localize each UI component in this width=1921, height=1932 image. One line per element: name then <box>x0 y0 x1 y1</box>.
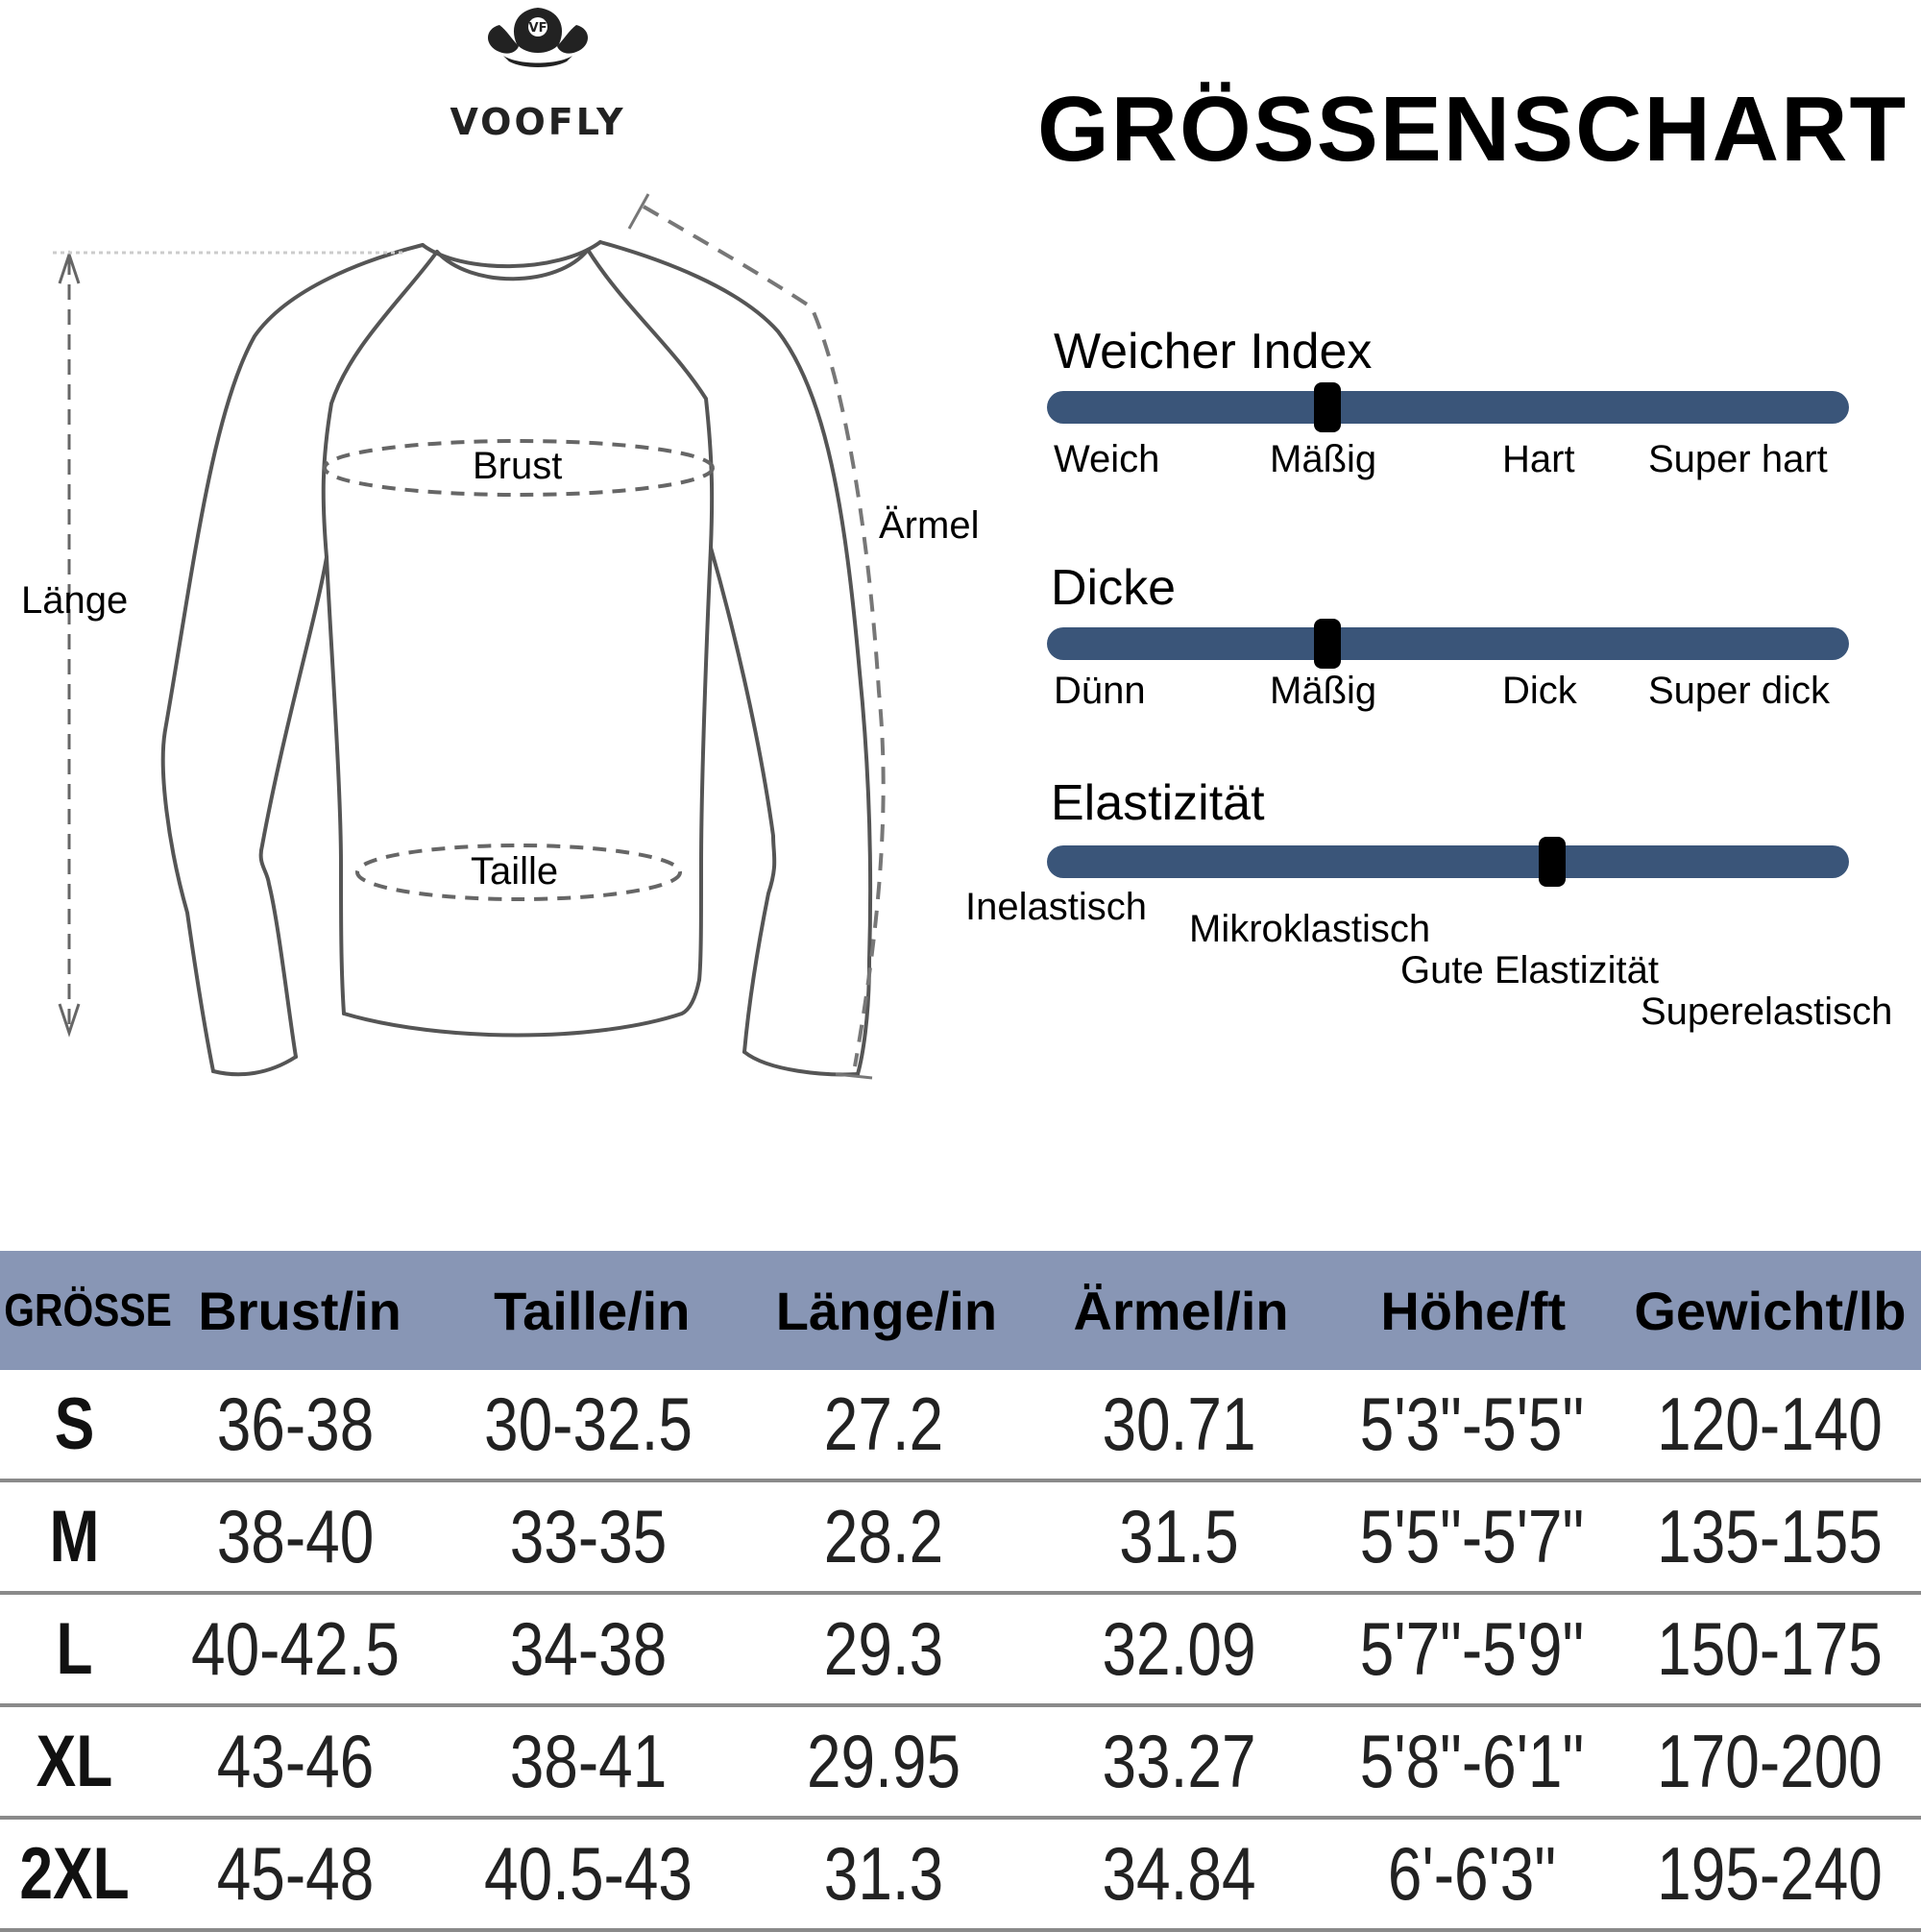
brand-logo <box>403 0 672 168</box>
cell-weight: 150-175 <box>1657 1606 1883 1691</box>
cell-weight: 195-240 <box>1657 1831 1883 1916</box>
softness-label-2: Mäßig <box>1270 438 1377 480</box>
elasticity-title: Elastizität <box>1051 775 1265 831</box>
shirt-outline <box>0 183 1018 1105</box>
cell-chest: 40-42.5 <box>191 1606 400 1691</box>
cell-weight: 120-140 <box>1657 1382 1883 1466</box>
thickness-track <box>1047 627 1849 660</box>
cell-sleeve: 34.84 <box>1102 1831 1256 1916</box>
thickness-label-4: Super dick <box>1648 670 1830 712</box>
header-waist: Taille/in <box>494 1280 691 1341</box>
waist-label: Taille <box>471 850 559 893</box>
header-size: GRÖSSE <box>4 1284 172 1336</box>
softness-marker <box>1314 382 1341 432</box>
table-row <box>0 1820 1921 1932</box>
header-height: Höhe/ft <box>1380 1280 1567 1341</box>
softness-label-3: Hart <box>1502 438 1575 480</box>
lotus-icon <box>403 0 672 96</box>
cell-chest: 38-40 <box>216 1494 375 1578</box>
elasticity-label-2: Mikroklastisch <box>1189 908 1431 950</box>
length-label: Länge <box>21 579 129 622</box>
cell-waist: 40.5-43 <box>484 1831 693 1916</box>
cell-length: 31.3 <box>823 1831 944 1916</box>
elasticity-label-1: Inelastisch <box>965 886 1147 928</box>
cell-sleeve: 31.5 <box>1119 1494 1239 1578</box>
shirt-diagram <box>0 183 1018 1105</box>
svg-text:VF: VF <box>528 21 547 36</box>
cell-size: XL <box>36 1721 113 1802</box>
thickness-label-1: Dünn <box>1054 670 1146 712</box>
cell-height: 6'-6'3" <box>1387 1831 1557 1916</box>
cell-weight: 135-155 <box>1657 1494 1883 1578</box>
softness-title: Weicher Index <box>1054 324 1373 379</box>
table-row <box>0 1595 1921 1707</box>
cell-height: 5'3"-5'5" <box>1359 1382 1585 1466</box>
cell-sleeve: 30.71 <box>1102 1382 1256 1466</box>
page-title: GRÖSSENSCHART <box>1037 78 1909 181</box>
cell-size: S <box>54 1383 95 1465</box>
elasticity-label-4: Superelastisch <box>1641 990 1893 1033</box>
header-chest: Brust/in <box>198 1280 401 1341</box>
table-header <box>0 1251 1921 1370</box>
cell-length: 27.2 <box>823 1382 944 1466</box>
sleeve-label: Ärmel <box>879 504 980 547</box>
cell-length: 28.2 <box>823 1494 944 1578</box>
cell-chest: 36-38 <box>216 1382 375 1466</box>
cell-weight: 170-200 <box>1657 1719 1883 1803</box>
cell-length: 29.95 <box>806 1719 961 1803</box>
softness-label-1: Weich <box>1054 438 1160 480</box>
cell-chest: 45-48 <box>216 1831 375 1916</box>
brand-wordmark: VOOFLY <box>450 101 626 143</box>
table-row <box>0 1482 1921 1595</box>
cell-height: 5'7"-5'9" <box>1359 1606 1585 1691</box>
header-length: Länge/in <box>775 1280 998 1341</box>
elasticity-label-3: Gute Elastizität <box>1400 949 1660 991</box>
cell-length: 29.3 <box>823 1606 944 1691</box>
cell-height: 5'5"-5'7" <box>1359 1494 1585 1578</box>
cell-size: L <box>56 1608 93 1690</box>
cell-height: 5'8"-6'1" <box>1359 1719 1585 1803</box>
cell-chest: 43-46 <box>216 1719 375 1803</box>
cell-waist: 34-38 <box>509 1606 668 1691</box>
elasticity-track <box>1047 845 1849 878</box>
thickness-label-3: Dick <box>1502 670 1577 712</box>
elasticity-marker <box>1539 837 1566 887</box>
cell-size: M <box>49 1496 100 1577</box>
thickness-marker <box>1314 619 1341 669</box>
softness-label-4: Super hart <box>1648 438 1828 480</box>
cell-sleeve: 33.27 <box>1102 1719 1256 1803</box>
thickness-title: Dicke <box>1051 560 1177 616</box>
header-weight: Gewicht/lb <box>1634 1280 1907 1341</box>
cell-waist: 38-41 <box>509 1719 668 1803</box>
cell-sleeve: 32.09 <box>1102 1606 1256 1691</box>
table-row <box>0 1707 1921 1820</box>
table-row <box>0 1370 1921 1482</box>
thickness-label-2: Mäßig <box>1270 670 1377 712</box>
cell-waist: 33-35 <box>509 1494 668 1578</box>
header-sleeve: Ärmel/in <box>1073 1280 1289 1341</box>
cell-size: 2XL <box>19 1833 130 1915</box>
softness-track <box>1047 391 1849 424</box>
size-table <box>0 1251 1921 1932</box>
chest-label: Brust <box>473 445 563 487</box>
cell-waist: 30-32.5 <box>484 1382 693 1466</box>
